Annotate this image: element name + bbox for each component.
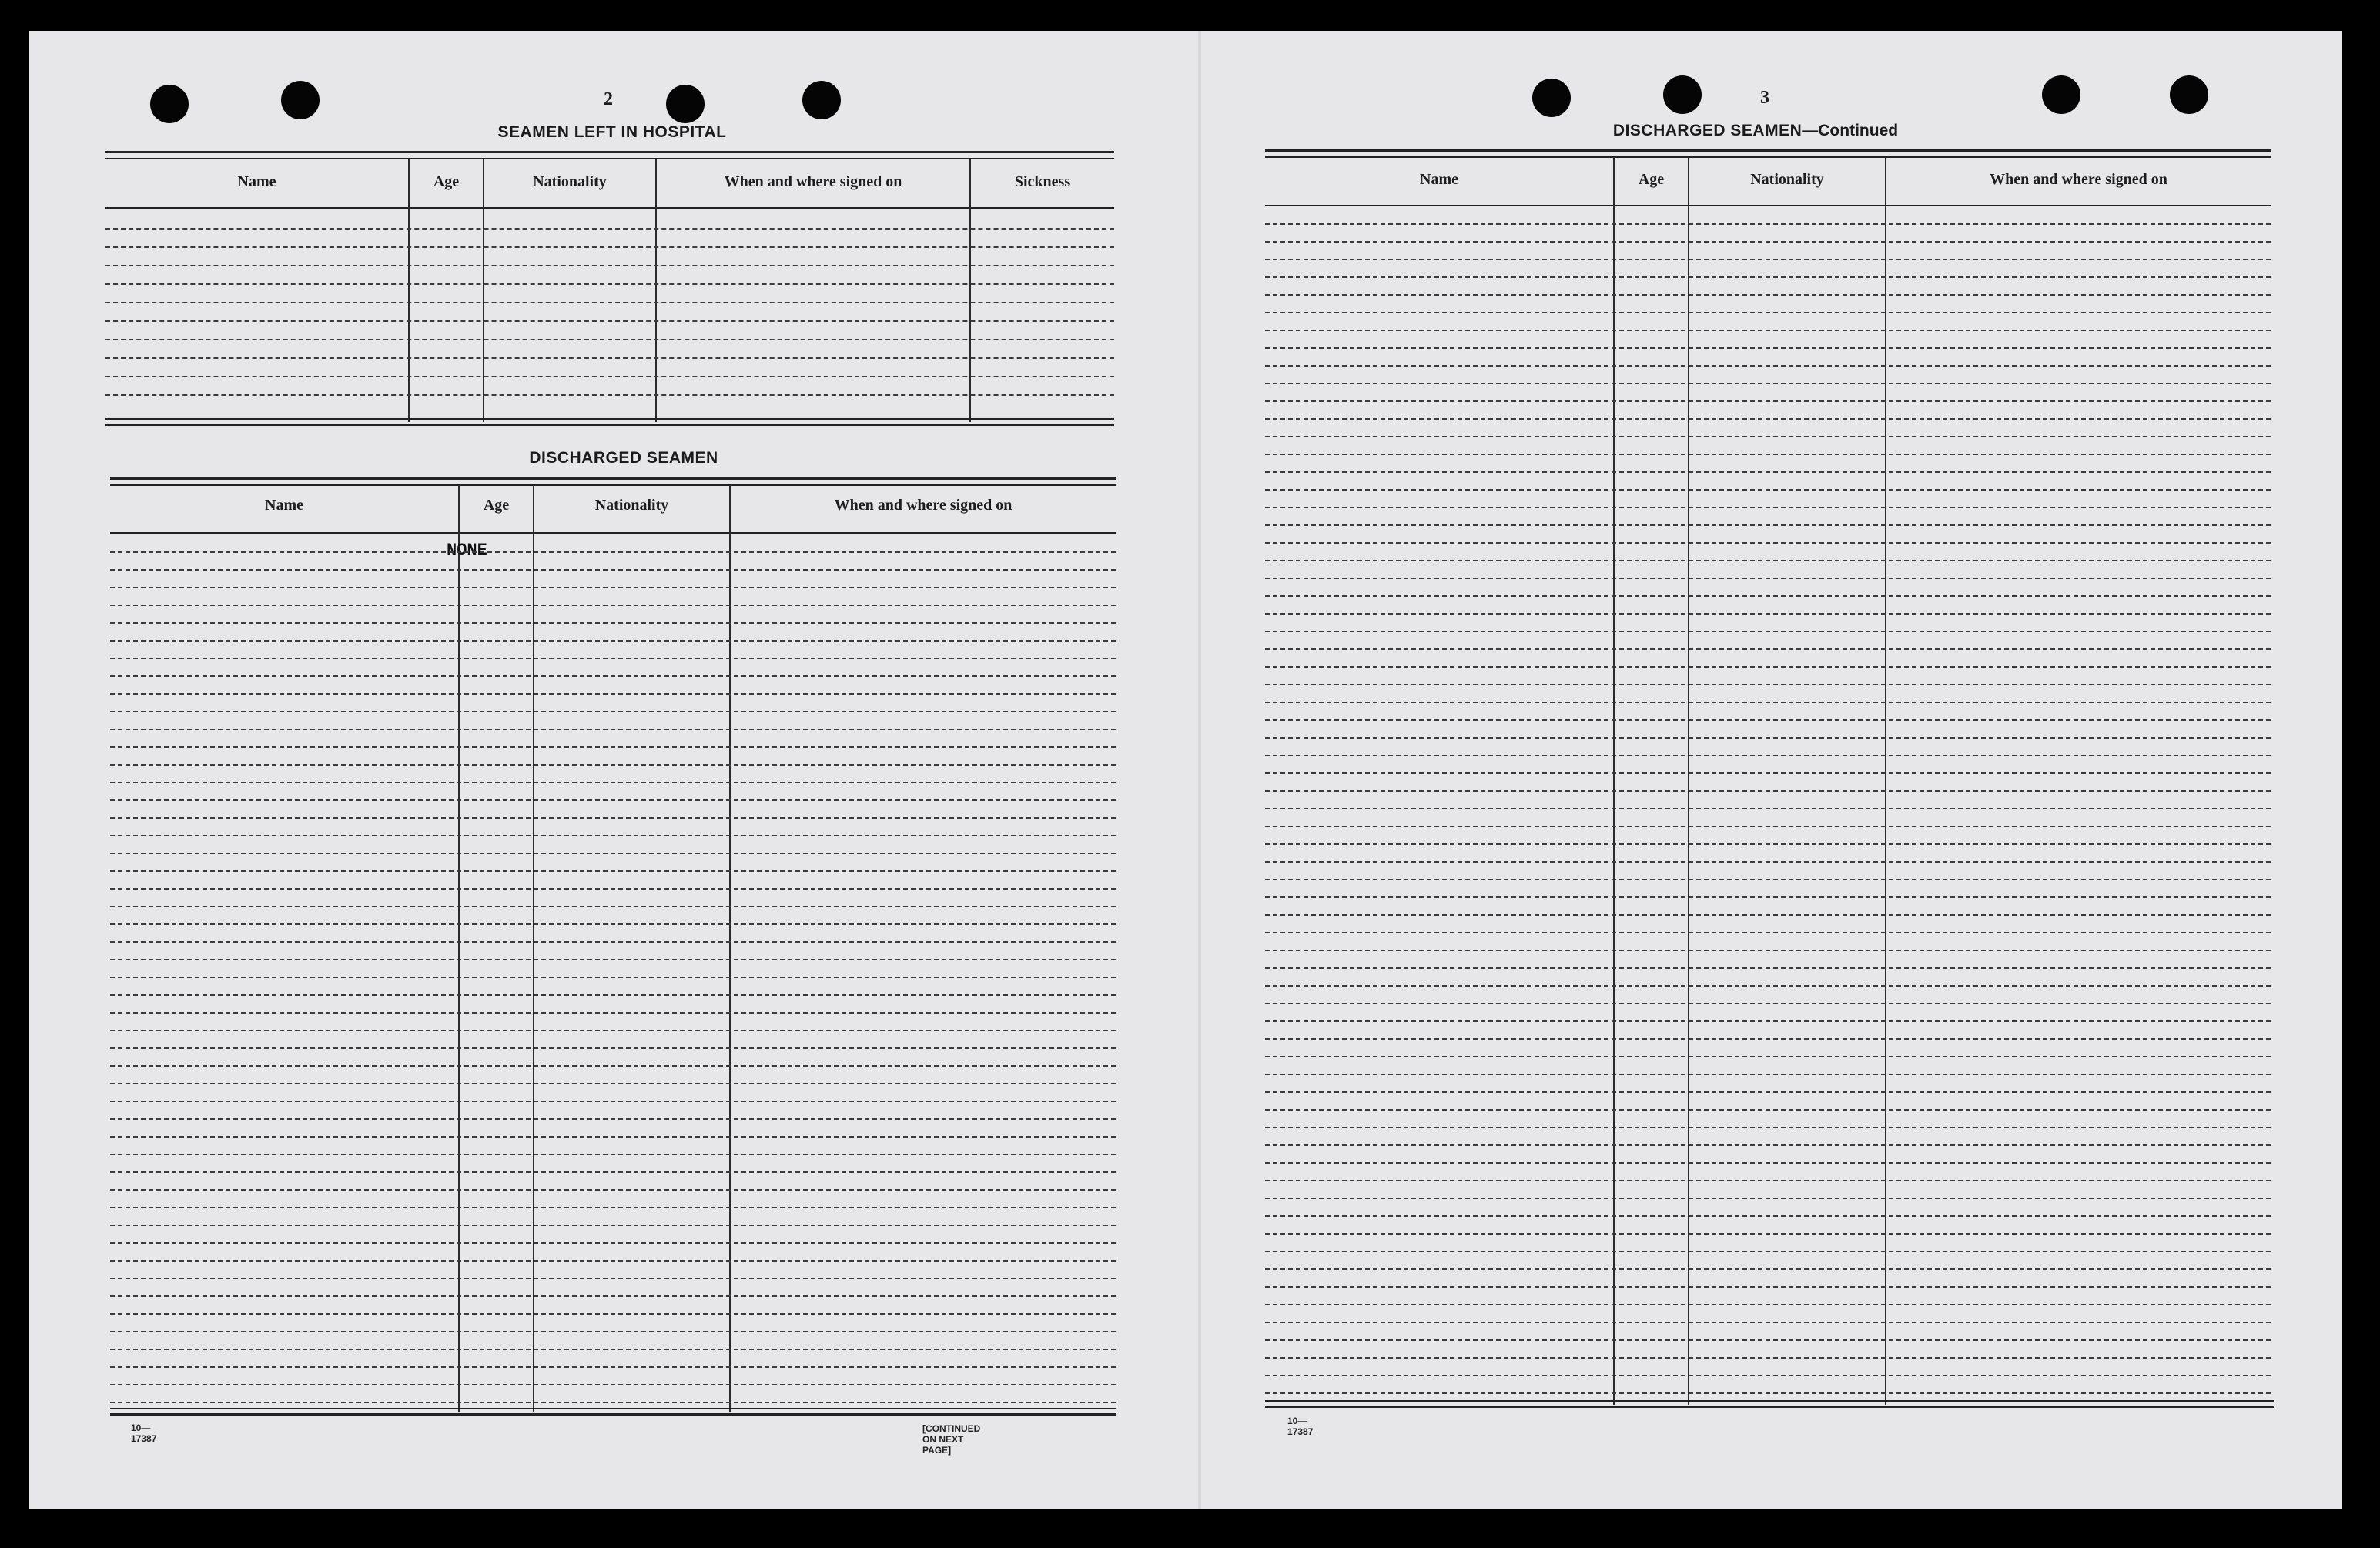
table-row-line <box>1265 1003 2271 1004</box>
table-row-line <box>110 1295 1116 1297</box>
right-col-divider <box>1885 157 1886 1405</box>
table-row-line <box>1265 967 2271 969</box>
table-row-line <box>110 1065 1116 1067</box>
table-row-line <box>1265 223 2271 225</box>
right-bottom-rule <box>1265 1400 2274 1408</box>
discharged-top-rule <box>110 477 1116 486</box>
punch-hole <box>1663 75 1702 114</box>
table-row-line <box>1265 843 2271 845</box>
table-row-line <box>1265 808 2271 809</box>
table-row-line <box>110 605 1116 606</box>
table-row-line <box>110 1154 1116 1155</box>
table-row-line <box>110 1313 1116 1315</box>
right-col-nationality: Nationality <box>1750 171 1824 188</box>
table-row-line <box>110 1225 1116 1226</box>
table-row-line <box>1265 383 2271 384</box>
table-row-line <box>110 1331 1116 1332</box>
punch-hole <box>666 85 705 123</box>
hospital-col-nationality: Nationality <box>533 173 607 190</box>
table-row-line <box>1265 1091 2271 1093</box>
page-number: 3 <box>1760 88 1769 108</box>
table-row-line <box>110 1136 1116 1138</box>
table-row-line <box>1265 578 2271 579</box>
table-row-line <box>110 799 1116 801</box>
table-row-line <box>1265 1322 2271 1323</box>
hospital-row-line <box>105 394 1114 396</box>
table-row-line <box>110 693 1116 695</box>
table-row-line <box>1265 1074 2271 1075</box>
right-col-divider <box>1688 157 1689 1405</box>
table-row-line <box>110 675 1116 677</box>
table-row-line <box>110 1260 1116 1262</box>
table-row-line <box>110 640 1116 642</box>
table-row-line <box>1265 1392 2271 1394</box>
hospital-col-signed-on: When and where signed on <box>724 173 902 190</box>
hospital-row-line <box>105 246 1114 248</box>
table-row-line <box>1265 631 2271 632</box>
table-row-line <box>1265 950 2271 951</box>
discharged-bottom-rule <box>110 1408 1116 1416</box>
table-row-line <box>110 1083 1116 1084</box>
table-row-line <box>1265 1180 2271 1181</box>
table-row-line <box>110 1118 1116 1120</box>
table-row-line <box>1265 454 2271 455</box>
table-row-line <box>1265 896 2271 898</box>
table-row-line <box>110 870 1116 872</box>
table-row-line <box>110 941 1116 943</box>
table-row-line <box>1265 542 2271 544</box>
discharged-section-title: DISCHARGED SEAMEN <box>529 449 718 467</box>
document-sheet <box>29 31 2342 1509</box>
table-row-line <box>1265 507 2271 508</box>
table-row-line <box>110 622 1116 624</box>
table-row-line <box>110 729 1116 730</box>
hospital-row-line <box>105 357 1114 359</box>
table-row-line <box>1265 702 2271 703</box>
discharged-continued-title-main: DISCHARGED SEAMEN <box>1612 122 1803 139</box>
table-row-line <box>110 1207 1116 1208</box>
table-row-line <box>110 764 1116 766</box>
table-row-line <box>1265 1056 2271 1057</box>
table-row-line <box>1265 684 2271 685</box>
table-row-line <box>1265 241 2271 243</box>
table-row-line <box>1265 613 2271 615</box>
table-row-line <box>1265 312 2271 313</box>
right-col-signed-on: When and where signed on <box>1990 171 2167 188</box>
table-row-line <box>110 782 1116 783</box>
table-row-line <box>110 1030 1116 1031</box>
table-row-line <box>1265 560 2271 561</box>
discharged-header-rule <box>110 532 1116 534</box>
discharged-continued-title <box>1563 122 1948 140</box>
table-row-line <box>110 888 1116 890</box>
table-row-line <box>110 994 1116 996</box>
table-row-line <box>1265 932 2271 933</box>
right-top-rule <box>1265 149 2271 158</box>
table-row-line <box>110 1384 1116 1385</box>
table-row-line <box>110 658 1116 659</box>
table-row-line <box>110 587 1116 588</box>
punch-hole <box>1532 79 1571 117</box>
punch-hole <box>802 81 841 119</box>
table-row-line <box>110 959 1116 960</box>
hospital-col-divider <box>969 159 971 422</box>
table-row-line <box>110 711 1116 712</box>
hospital-col-sickness: Sickness <box>1014 173 1071 190</box>
table-row-line <box>110 835 1116 836</box>
table-row-line <box>1265 524 2271 526</box>
table-row-line <box>1265 1162 2271 1164</box>
table-row-line <box>1265 1304 2271 1305</box>
table-row-line <box>1265 418 2271 420</box>
table-row-line <box>1265 1038 2271 1040</box>
center-fold <box>1198 31 1201 1509</box>
discharged-col-signed-on: When and where signed on <box>834 497 1013 514</box>
discharged-col-age: Age <box>483 497 510 514</box>
discharged-col-nationality: Nationality <box>594 497 669 514</box>
table-row-line <box>1265 471 2271 473</box>
hospital-row-line <box>105 283 1114 285</box>
table-row-line <box>1265 719 2271 721</box>
hospital-top-rule <box>105 151 1114 159</box>
table-row-line <box>1265 985 2271 987</box>
discharged-col-divider <box>533 485 534 1412</box>
table-row-line <box>110 1189 1116 1191</box>
hospital-col-divider <box>483 159 484 422</box>
table-row-line <box>1265 914 2271 916</box>
discharged-continued-title-suffix: —Continued <box>1802 122 1899 139</box>
table-row-line <box>110 569 1116 571</box>
hospital-section-title: SEAMEN LEFT IN HOSPITAL <box>497 123 727 141</box>
table-row-line <box>1265 1215 2271 1217</box>
right-col-divider <box>1613 157 1615 1405</box>
table-row-line <box>1265 1109 2271 1111</box>
table-row-line <box>1265 400 2271 402</box>
table-row-line <box>1265 294 2271 296</box>
table-row-line <box>1265 365 2271 367</box>
right-col-name: Name <box>1420 171 1458 188</box>
table-row-line <box>1265 347 2271 349</box>
table-row-line <box>1265 1375 2271 1376</box>
punch-hole <box>2042 75 2080 114</box>
continued-note: [CONTINUED ON NEXT PAGE] <box>922 1423 981 1456</box>
table-row-line <box>1265 1339 2271 1341</box>
table-row-line <box>110 1012 1116 1014</box>
table-row-line <box>110 746 1116 748</box>
table-row-line <box>1265 772 2271 774</box>
table-row-line <box>1265 1233 2271 1235</box>
hospital-col-divider <box>408 159 410 422</box>
table-row-line <box>110 1101 1116 1102</box>
punch-hole <box>281 81 320 119</box>
table-row-line <box>110 1349 1116 1350</box>
form-number: 10—17387 <box>1287 1416 1314 1437</box>
punch-hole <box>2170 75 2208 114</box>
hospital-row-line <box>105 265 1114 266</box>
table-row-line <box>1265 1144 2271 1146</box>
discharged-col-divider <box>458 485 460 1412</box>
table-row-line <box>1265 826 2271 827</box>
table-row-line <box>1265 1286 2271 1288</box>
hospital-row-line <box>105 228 1114 230</box>
table-row-line <box>110 551 1116 553</box>
table-row-line <box>110 906 1116 907</box>
table-row-line <box>110 817 1116 819</box>
table-row-line <box>1265 666 2271 668</box>
right-header-rule <box>1265 205 2271 206</box>
table-row-line <box>1265 330 2271 331</box>
table-row-line <box>1265 595 2271 597</box>
hospital-col-name: Name <box>237 173 276 190</box>
table-row-line <box>1265 1251 2271 1252</box>
table-row-line <box>110 1366 1116 1368</box>
hospital-col-age: Age <box>433 173 460 190</box>
table-row-line <box>1265 276 2271 278</box>
table-row-line <box>110 1047 1116 1049</box>
hospital-col-divider <box>655 159 657 422</box>
table-row-line <box>110 1402 1116 1403</box>
table-row-line <box>1265 1268 2271 1270</box>
discharged-entry-none: NONE <box>447 541 487 560</box>
table-row-line <box>1265 879 2271 880</box>
table-row-line <box>110 923 1116 925</box>
page-number: 2 <box>604 89 613 109</box>
discharged-col-divider <box>729 485 731 1412</box>
form-number: 10—17387 <box>131 1422 157 1444</box>
table-row-line <box>1265 737 2271 739</box>
hospital-row-line <box>105 339 1114 340</box>
hospital-row-line <box>105 302 1114 303</box>
table-row-line <box>1265 790 2271 792</box>
punch-hole <box>150 85 189 123</box>
table-row-line <box>110 977 1116 978</box>
table-row-line <box>110 1242 1116 1244</box>
table-row-line <box>1265 1020 2271 1022</box>
table-row-line <box>1265 1198 2271 1199</box>
table-row-line <box>1265 436 2271 437</box>
table-row-line <box>110 1171 1116 1173</box>
hospital-header-rule <box>105 207 1114 209</box>
table-row-line <box>1265 755 2271 756</box>
table-row-line <box>1265 1357 2271 1359</box>
hospital-row-line <box>105 376 1114 377</box>
hospital-bottom-rule <box>105 418 1114 426</box>
table-row-line <box>110 1278 1116 1279</box>
hospital-row-line <box>105 320 1114 322</box>
table-row-line <box>1265 648 2271 650</box>
table-row-line <box>1265 489 2271 491</box>
right-col-age: Age <box>1638 171 1665 188</box>
table-row-line <box>1265 861 2271 863</box>
table-row-line <box>1265 259 2271 260</box>
discharged-col-name: Name <box>265 497 303 514</box>
table-row-line <box>1265 1127 2271 1128</box>
table-row-line <box>110 853 1116 854</box>
